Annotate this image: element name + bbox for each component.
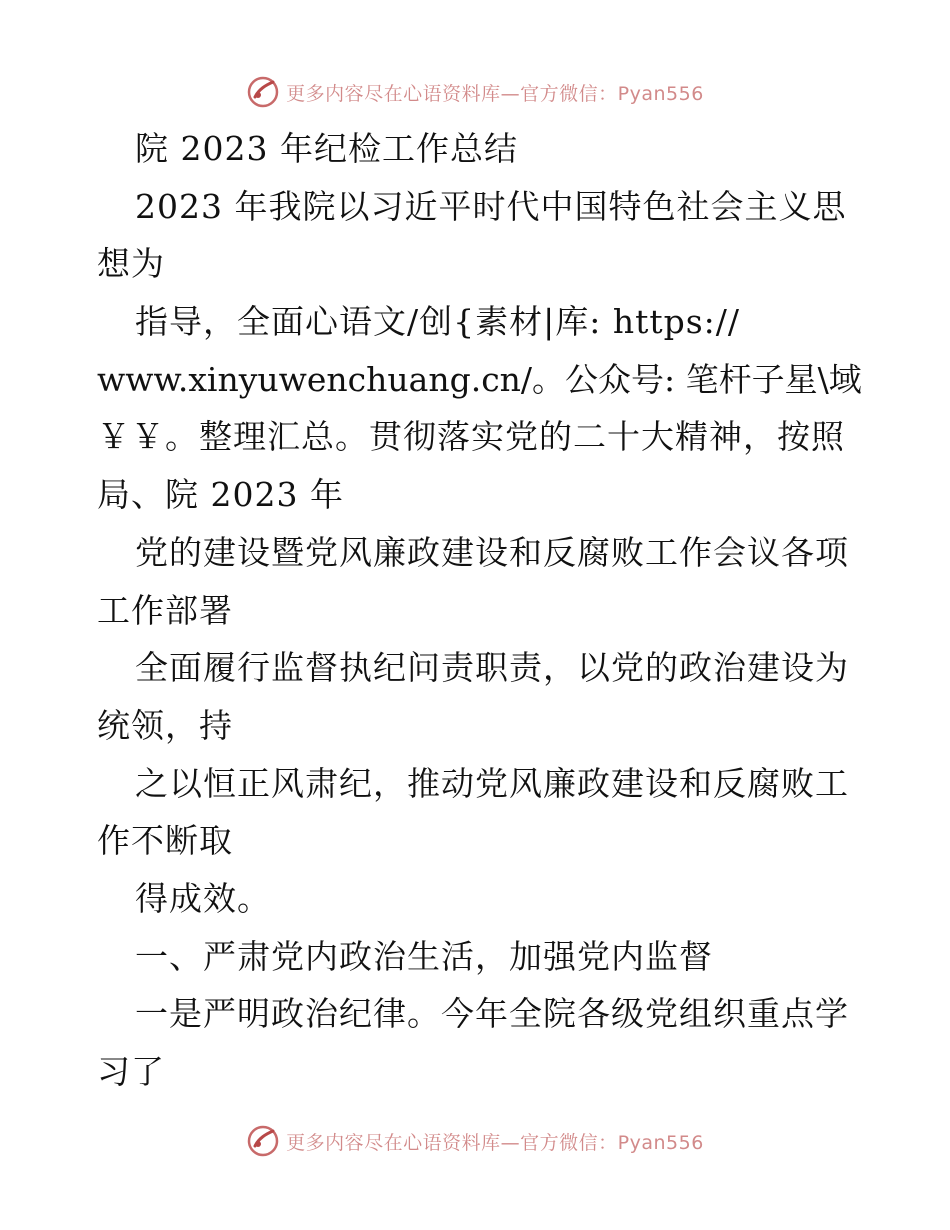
document-body <box>97 120 862 1101</box>
paragraph-line: 党的建设暨党风廉政建设和反腐败工作会议各项 <box>135 532 849 572</box>
header-watermark <box>0 72 950 112</box>
paragraph-line: 指导，全面心语文/创{素材|库: https:// <box>135 302 741 342</box>
paragraph-line: www.xinyuwenchuang.cn/。公众号: 笔杆子星\域 <box>97 359 862 399</box>
paragraph-line: 得成效。 <box>135 878 271 918</box>
paragraph-line: 习了 <box>97 1052 165 1091</box>
paragraph-line: 全面履行监督执纪问责职责，以党的政治建设为 <box>135 648 849 688</box>
paragraph-line: 统领，持 <box>97 705 233 745</box>
watermark-text: 更多内容尽在心语资料库—官方微信：Pyan556 <box>286 82 704 105</box>
paragraph-line: 想为 <box>97 244 165 284</box>
paragraph-line: 工作部署 <box>97 590 233 630</box>
paragraph-line: 作不断取 <box>97 821 233 861</box>
footer-watermark <box>0 1121 950 1161</box>
watermark-text: 更多内容尽在心语资料库—官方微信：Pyan556 <box>286 1131 704 1154</box>
brush-seal-icon <box>246 1124 280 1158</box>
paragraph-line: ￥￥。整理汇总。贯彻落实党的二十大精神，按照 <box>97 417 845 457</box>
section-heading: 一、严肃党内政治生活，加强党内监督 <box>135 936 713 976</box>
paragraph-line: 一是严明政治纪律。今年全院各级党组织重点学 <box>135 994 849 1034</box>
paragraph-line: 2023 年我院以习近平时代中国特色社会主义思 <box>135 186 847 226</box>
paragraph-line: 之以恒正风肃纪，推动党风廉政建设和反腐败工 <box>135 763 849 803</box>
brush-seal-icon <box>246 75 280 109</box>
document-title: 院 2023 年纪检工作总结 <box>135 129 518 168</box>
paragraph-line: 局、院 2023 年 <box>97 475 344 515</box>
